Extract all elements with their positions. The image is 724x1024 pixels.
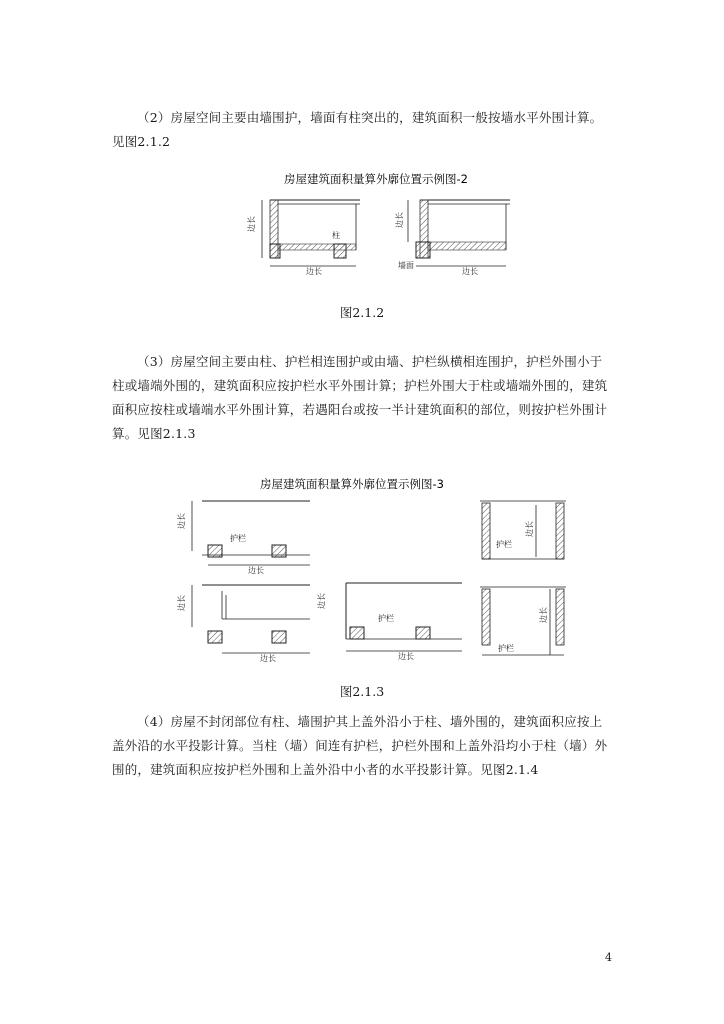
figure-2-left-horizontal-label: 边长: [306, 267, 322, 276]
figure-2-right-panel: [394, 200, 510, 276]
figure-2-caption: 图2.1.2: [339, 305, 385, 320]
figure-3-bm-vertical-label: 边长: [317, 593, 326, 609]
figure-3-panel-bottom-right: [480, 587, 566, 655]
figure-2-1-3: [172, 473, 572, 665]
figure-3-br-guardrail-label: 护栏: [498, 644, 514, 653]
figure-2-1-2: [240, 168, 520, 280]
figure-3-tl-vertical-label: 边长: [177, 513, 186, 529]
figure-3-bm-horizontal-label: 边长: [398, 652, 414, 661]
figure-3-bm-guardrail-label: 护栏: [378, 614, 394, 623]
figure-3-tr-guardrail-label: 护栏: [496, 540, 512, 549]
paragraph-3: （3）房屋空间主要由柱、护栏相连围护或由墙、护栏纵横相连围护，护栏外围小于柱或墙端外围的，建筑面积应按护栏水平外围计算；护栏外围大于柱或墙端外围的，建筑面积应按柱或墙端水平外围计算，若遇阳台或按一半计建筑面积的部位，则按护栏外围计算。见图2.1.3: [112, 354, 608, 441]
figure-2-diagram: [240, 168, 520, 280]
figure-3-panel-bottom-middle: [316, 583, 462, 661]
figure-2-left-panel: [246, 200, 360, 276]
figure-2-left-vertical-label: 边长: [247, 216, 256, 232]
figure-3-panel-bottom-left: [176, 585, 310, 663]
figure-3-title: 房屋建筑面积量算外廓位置示例图-3: [260, 477, 444, 491]
figure-3-br-vertical-label: 边长: [539, 607, 548, 623]
figure-3-tl-horizontal-label: 边长: [248, 566, 264, 575]
figure-2-right-vertical-label: 边长: [395, 212, 404, 228]
figure-2-title: 房屋建筑面积量算外廓位置示例图-2: [284, 172, 468, 186]
figure-3-diagram: [172, 473, 572, 665]
figure-3-tl-guardrail-label: 护栏: [230, 534, 246, 543]
figure-3-tr-vertical-label: 边长: [525, 521, 534, 537]
figure-3-panel-top-left: [176, 501, 310, 575]
figure-2-right-horizontal-label: 边长: [462, 267, 478, 276]
figure-3-caption: 图2.1.3: [339, 684, 385, 699]
paragraph-4: （4）房屋不封闭部位有柱、墙围护其上盖外沿小于柱、墙外围的，建筑面积应按上盖外沿的水平投影计算。当柱（墙）间连有护栏，护栏外围和上盖外沿均小于柱（墙）外围的，建筑面积应按护栏外围和上盖外沿中小者的水平投影计算。见图2.1.4: [112, 714, 608, 777]
paragraph-2: （2）房屋空间主要由墙围护，墙面有柱突出的，建筑面积一般按墙水平外围计算。见图2.1.2: [112, 110, 603, 149]
figure-3-bl-horizontal-label: 边长: [260, 654, 276, 663]
page-number: 4: [605, 951, 612, 964]
figure-2-column-label: 柱: [332, 231, 340, 240]
figure-2-wall-label: 墙面: [398, 261, 414, 270]
figure-3-panel-top-right: [480, 501, 566, 559]
figure-3-bl-vertical-label: 边长: [177, 595, 186, 611]
